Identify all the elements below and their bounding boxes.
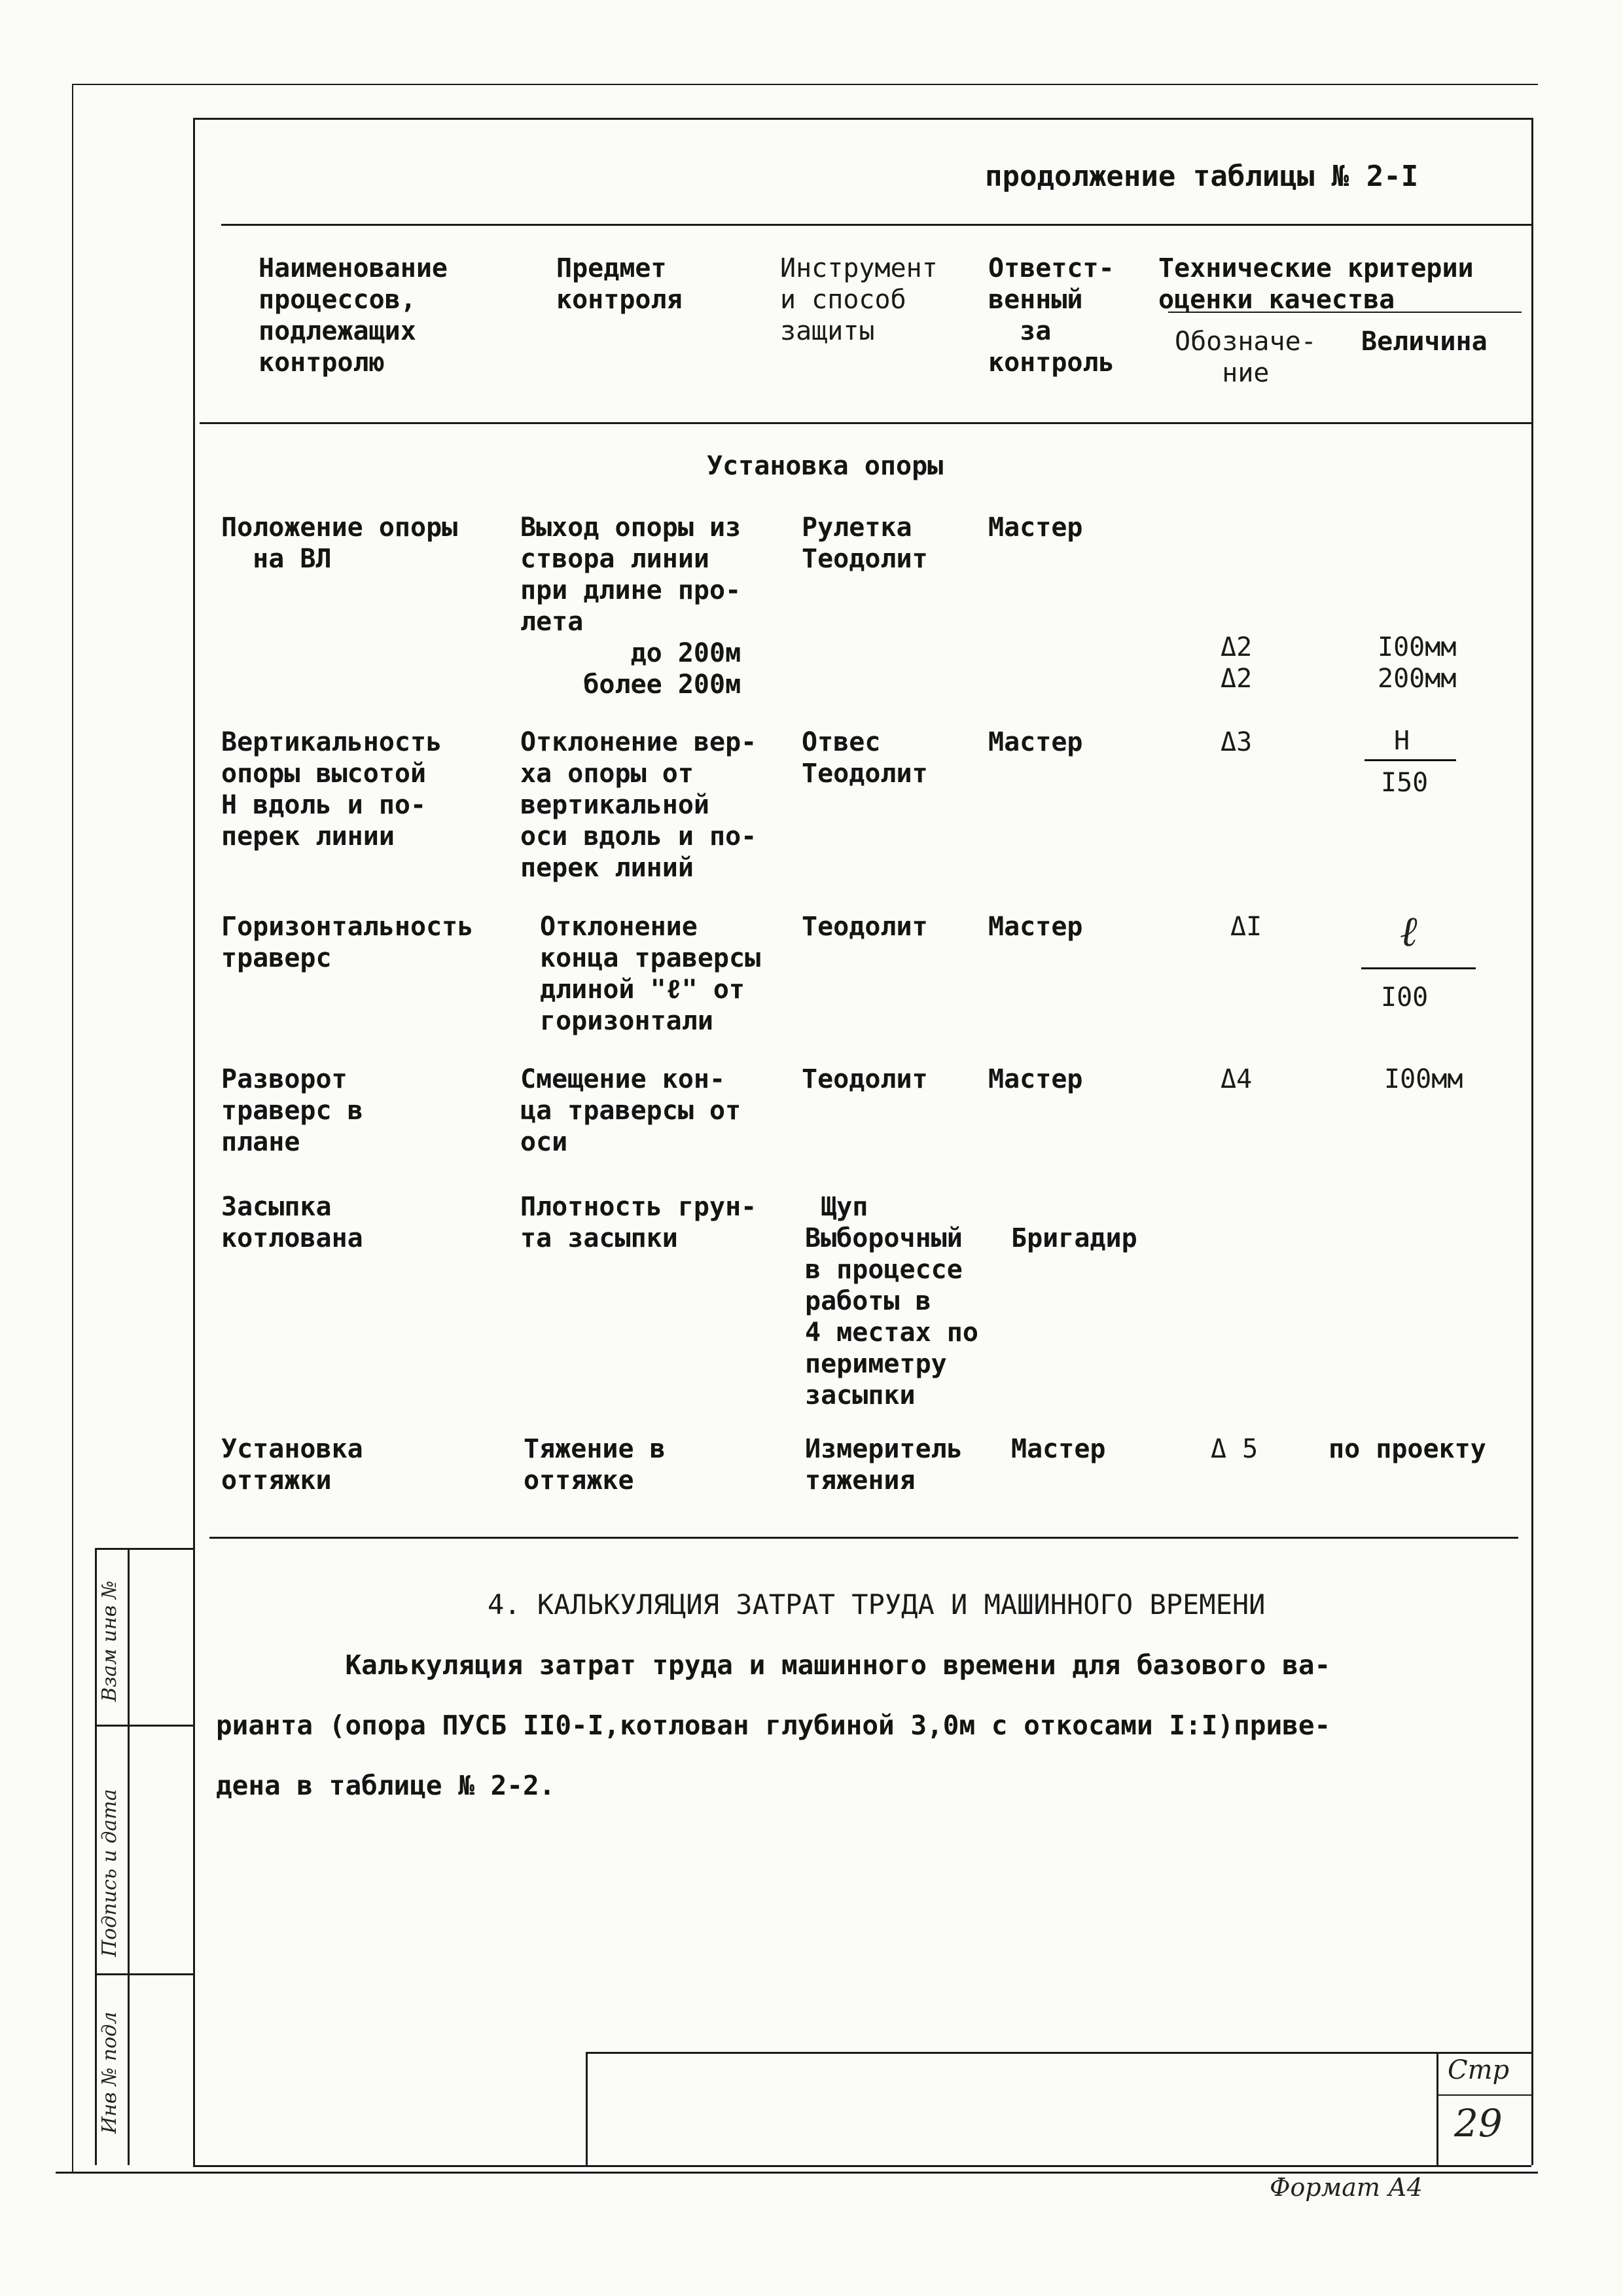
- format-note: Формат А4: [1270, 2173, 1423, 2202]
- row-value: I00мм: [1384, 1064, 1463, 1094]
- stamp-page-label: Стр: [1448, 2055, 1510, 2085]
- row-designation: Δ4: [1221, 1064, 1253, 1094]
- row-process: Засыпка котлована: [221, 1192, 363, 1253]
- row-tool: Измеритель тяжения: [805, 1434, 963, 1496]
- stamp-left-line: [586, 2052, 588, 2165]
- row-value-denominator: I50: [1381, 768, 1429, 798]
- row-value: по проекту: [1329, 1434, 1486, 1464]
- side-stamp-line-1: [95, 1548, 193, 1550]
- row-responsible: Мастер: [988, 512, 1083, 543]
- table-bottom-rule: [209, 1537, 1518, 1539]
- side-stamp-line-3: [95, 1973, 193, 1975]
- continuation-title: продолжение таблицы № 2-I: [985, 160, 1419, 193]
- side-label-signature-date: Подпись и дата: [98, 1789, 121, 1957]
- row-subject: Смещение кон- ца траверсы от оси: [520, 1064, 741, 1157]
- table-top-rule: [221, 224, 1531, 226]
- col-header-responsible: Ответст- венный за контроль: [988, 253, 1115, 378]
- row-process: Горизонтальность траверс: [221, 912, 474, 973]
- row-value-denominator: I00: [1381, 982, 1429, 1013]
- side-stamp-divider: [128, 1548, 130, 2165]
- frame-left-line: [72, 84, 73, 2172]
- col-header-tool: Инструмент и способ защиты: [780, 253, 938, 346]
- col-header-designation: Обозначе- ние: [1175, 327, 1317, 388]
- stamp-page-number: 29: [1454, 2101, 1503, 2145]
- paragraph-line-1: Калькуляция затрат труда и машинного времени для базового ва-: [216, 1649, 1331, 1681]
- row-subject: Отклонение вер- ха опоры от вертикальной оси вдоль и по- перек линий: [520, 727, 757, 883]
- row-designation: ΔI: [1230, 912, 1262, 942]
- inner-frame-left-line: [193, 118, 195, 2165]
- inner-frame-bottom-line: [193, 2165, 1531, 2167]
- row-process: Положение опоры на ВЛ: [221, 512, 458, 574]
- paragraph-line-2: рианта (опора ПУСБ II0-I,котлован глубиной 3,0м с откосами I:I)приве-: [216, 1710, 1331, 1741]
- section-title: Установка опоры: [707, 451, 944, 481]
- row-subject: Плотность грун- та засыпки: [520, 1192, 757, 1253]
- table-header-bottom-rule: [200, 422, 1531, 424]
- row-tool: Щуп Выборочный в процессе работы в 4 местах по периметру засыпки: [805, 1192, 978, 1410]
- side-stamp-divider-2: [95, 1548, 97, 2165]
- section-heading: 4. КАЛЬКУЛЯЦИЯ ЗАТРАТ ТРУДА И МАШИННОГО ВРЕМЕНИ: [488, 1588, 1266, 1621]
- row-subject: Отклонение конца траверсы длиной "ℓ" от горизонтали: [540, 912, 761, 1036]
- side-label-inv-orig: Инв № подл: [98, 2011, 121, 2134]
- row-tool: Теодолит: [802, 912, 928, 942]
- row-designation: Δ 5: [1211, 1434, 1258, 1464]
- row-subject: Выход опоры из створа линии при длине про- лета до 200м более 200м: [520, 512, 741, 700]
- row-responsible: Бригадир: [1011, 1223, 1137, 1253]
- row-tool: Рулетка Теодолит: [802, 512, 928, 574]
- row-responsible: Мастер: [988, 1064, 1083, 1094]
- row-designation: Δ2 Δ2: [1221, 632, 1253, 694]
- col-header-process: Наименование процессов, подлежащих контролю: [259, 253, 448, 378]
- row-subject: Тяжение в оттяжке: [524, 1434, 666, 1496]
- inner-frame-right-line: [1531, 118, 1533, 2165]
- row-value-numerator: Н: [1394, 726, 1410, 756]
- stamp-page-line: [1436, 2094, 1531, 2096]
- row-value: I00мм 200мм: [1378, 632, 1457, 694]
- side-stamp-line-2: [95, 1725, 193, 1727]
- row-designation: Δ3: [1221, 727, 1253, 757]
- row-tool: Теодолит: [802, 1064, 928, 1094]
- stamp-page-divider: [1436, 2052, 1438, 2165]
- row-responsible: Мастер: [988, 727, 1083, 757]
- row-value-fraction-line: [1364, 759, 1456, 761]
- row-responsible: Мастер: [1011, 1434, 1106, 1464]
- col-header-value: Величина: [1361, 327, 1488, 357]
- row-value-numerator: ℓ: [1400, 907, 1419, 956]
- row-responsible: Мастер: [988, 912, 1083, 942]
- row-value-fraction-line: [1361, 967, 1476, 969]
- col-header-criteria: Технические критерии оценки качества: [1158, 253, 1474, 315]
- row-process: Установка оттяжки: [221, 1434, 363, 1496]
- inner-frame-top-line: [193, 118, 1531, 120]
- row-process: Разворот траверс в плане: [221, 1064, 363, 1157]
- side-label-inv-dup: Взам инв №: [98, 1580, 121, 1702]
- col-header-subject: Предмет контроля: [556, 253, 683, 315]
- row-process: Вертикальность опоры высотой Н вдоль и по- перек линии: [221, 727, 442, 852]
- row-tool: Отвес Теодолит: [802, 727, 928, 789]
- stamp-top-line: [586, 2052, 1531, 2054]
- paragraph-line-3: дена в таблице № 2-2.: [216, 1770, 556, 1801]
- frame-top-line: [72, 84, 1538, 85]
